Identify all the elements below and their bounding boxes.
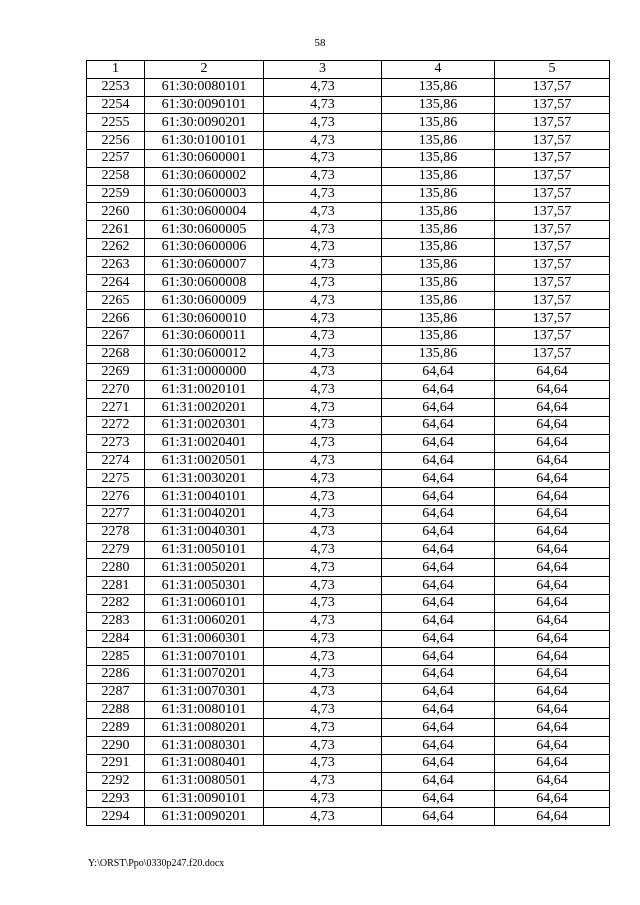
table-cell: 64,64: [495, 488, 610, 506]
table-cell: 61:31:0070301: [145, 683, 264, 701]
table-cell: 2280: [87, 559, 145, 577]
table-cell: 2264: [87, 274, 145, 292]
table-row: [87, 185, 610, 203]
table-cell: 137,57: [495, 185, 610, 203]
table-cell: 2268: [87, 345, 145, 363]
table-cell: 61:31:0020201: [145, 399, 264, 417]
table-cell: 64,64: [495, 737, 610, 755]
table-cell: 135,86: [382, 238, 495, 256]
table-cell: 61:31:0080201: [145, 719, 264, 737]
table-row: [87, 238, 610, 256]
table-cell: 4,73: [264, 203, 382, 221]
table-cell: 2257: [87, 149, 145, 167]
table-cell: 4,73: [264, 772, 382, 790]
table-cell: 135,86: [382, 149, 495, 167]
table-row: [87, 541, 610, 559]
table-cell: 61:31:0090201: [145, 808, 264, 826]
table-cell: 2276: [87, 488, 145, 506]
table-cell: 137,57: [495, 96, 610, 114]
table-cell: 2277: [87, 505, 145, 523]
table-row: [87, 114, 610, 132]
table-cell: 4,73: [264, 185, 382, 203]
table-cell: 61:31:0070101: [145, 648, 264, 666]
table-cell: 64,64: [495, 541, 610, 559]
table-cell: 137,57: [495, 327, 610, 345]
table-cell: 64,64: [495, 772, 610, 790]
table-row: [87, 559, 610, 577]
table-cell: 64,64: [495, 701, 610, 719]
table-cell: 135,86: [382, 310, 495, 328]
table-cell: 64,64: [382, 683, 495, 701]
column-header: 1: [87, 61, 145, 79]
table-cell: 4,73: [264, 381, 382, 399]
table-cell: 2271: [87, 399, 145, 417]
table-cell: 2267: [87, 327, 145, 345]
table-cell: 2262: [87, 238, 145, 256]
table-row: [87, 577, 610, 595]
table-cell: 2291: [87, 755, 145, 773]
table-cell: 2259: [87, 185, 145, 203]
table-cell: 64,64: [382, 559, 495, 577]
table-cell: 2278: [87, 523, 145, 541]
table-row: [87, 594, 610, 612]
table-cell: 64,64: [495, 523, 610, 541]
table-cell: 4,73: [264, 523, 382, 541]
table-cell: 64,64: [382, 630, 495, 648]
table-row: [87, 772, 610, 790]
table-cell: 61:30:0600012: [145, 345, 264, 363]
table-cell: 64,64: [382, 612, 495, 630]
table-cell: 135,86: [382, 132, 495, 150]
table-cell: 64,64: [382, 416, 495, 434]
table-cell: 61:31:0090101: [145, 790, 264, 808]
table-cell: 64,64: [495, 790, 610, 808]
table-cell: 135,86: [382, 345, 495, 363]
table-cell: 61:30:0600009: [145, 292, 264, 310]
table-cell: 2270: [87, 381, 145, 399]
table-cell: 137,57: [495, 345, 610, 363]
table-cell: 4,73: [264, 612, 382, 630]
table-row: [87, 381, 610, 399]
data-table: [86, 60, 610, 826]
table-cell: 61:31:0040301: [145, 523, 264, 541]
table-cell: 64,64: [495, 719, 610, 737]
table-row: [87, 701, 610, 719]
table-cell: 2288: [87, 701, 145, 719]
table-cell: 2255: [87, 114, 145, 132]
table-cell: 135,86: [382, 256, 495, 274]
table-cell: 64,64: [382, 452, 495, 470]
table-cell: 61:31:0050201: [145, 559, 264, 577]
table-cell: 64,64: [495, 363, 610, 381]
table-row: [87, 683, 610, 701]
table-cell: 2292: [87, 772, 145, 790]
table-cell: 135,86: [382, 203, 495, 221]
table-cell: 61:31:0020401: [145, 434, 264, 452]
table-cell: 4,73: [264, 666, 382, 684]
table-cell: 61:31:0020301: [145, 416, 264, 434]
table-cell: 64,64: [495, 808, 610, 826]
table-row: [87, 416, 610, 434]
table-cell: 64,64: [495, 755, 610, 773]
column-header: 3: [264, 61, 382, 79]
table-cell: 4,73: [264, 96, 382, 114]
table-cell: 137,57: [495, 167, 610, 185]
table-cell: 137,57: [495, 274, 610, 292]
table-cell: 64,64: [382, 594, 495, 612]
table-cell: 4,73: [264, 755, 382, 773]
table-row: [87, 630, 610, 648]
table-cell: 4,73: [264, 416, 382, 434]
table-cell: 61:31:0080101: [145, 701, 264, 719]
table-cell: 2263: [87, 256, 145, 274]
table-cell: 2282: [87, 594, 145, 612]
table-cell: 137,57: [495, 203, 610, 221]
table-cell: 135,86: [382, 274, 495, 292]
table-cell: 135,86: [382, 292, 495, 310]
table-cell: 4,73: [264, 221, 382, 239]
table-row: [87, 612, 610, 630]
table-cell: 2284: [87, 630, 145, 648]
table-cell: 4,73: [264, 541, 382, 559]
table-cell: 2274: [87, 452, 145, 470]
table-cell: 64,64: [382, 381, 495, 399]
table-row: [87, 755, 610, 773]
table-cell: 4,73: [264, 577, 382, 595]
table-cell: 135,86: [382, 221, 495, 239]
table-cell: 4,73: [264, 310, 382, 328]
table-cell: 4,73: [264, 488, 382, 506]
table-cell: 137,57: [495, 238, 610, 256]
table-cell: 64,64: [382, 790, 495, 808]
table-cell: 64,64: [382, 399, 495, 417]
table-header-row: [87, 61, 610, 79]
table-cell: 137,57: [495, 292, 610, 310]
table-cell: 2285: [87, 648, 145, 666]
table-cell: 4,73: [264, 345, 382, 363]
table-cell: 61:31:0050101: [145, 541, 264, 559]
table-cell: 2258: [87, 167, 145, 185]
table-cell: 135,86: [382, 78, 495, 96]
table-cell: 137,57: [495, 256, 610, 274]
table-cell: 4,73: [264, 274, 382, 292]
table-cell: 64,64: [495, 594, 610, 612]
table-cell: 64,64: [495, 470, 610, 488]
table-row: [87, 363, 610, 381]
table-cell: 61:31:0060101: [145, 594, 264, 612]
table-cell: 61:31:0080501: [145, 772, 264, 790]
table-cell: 137,57: [495, 132, 610, 150]
table-cell: 64,64: [382, 772, 495, 790]
table-cell: 64,64: [495, 630, 610, 648]
footer-file-path: Y:\ORST\Ppo\0330p247.f20.docx: [88, 858, 225, 869]
table-cell: 4,73: [264, 630, 382, 648]
table-row: [87, 345, 610, 363]
table-cell: 64,64: [382, 523, 495, 541]
table-cell: 4,73: [264, 399, 382, 417]
table-cell: 135,86: [382, 327, 495, 345]
table-cell: 61:30:0100101: [145, 132, 264, 150]
table-cell: 64,64: [495, 381, 610, 399]
table-cell: 64,64: [495, 648, 610, 666]
table-cell: 61:30:0600010: [145, 310, 264, 328]
table-cell: 4,73: [264, 737, 382, 755]
table-row: [87, 274, 610, 292]
table-row: [87, 434, 610, 452]
table-row: [87, 310, 610, 328]
table-cell: 61:30:0600003: [145, 185, 264, 203]
table-cell: 64,64: [382, 808, 495, 826]
table-cell: 2265: [87, 292, 145, 310]
table-row: [87, 452, 610, 470]
table-cell: 2287: [87, 683, 145, 701]
table-cell: 2260: [87, 203, 145, 221]
table-row: [87, 488, 610, 506]
table-cell: 64,64: [495, 577, 610, 595]
table-row: [87, 327, 610, 345]
table-cell: 61:31:0050301: [145, 577, 264, 595]
table-row: [87, 719, 610, 737]
table-cell: 61:31:0070201: [145, 666, 264, 684]
table-cell: 61:31:0080401: [145, 755, 264, 773]
table-row: [87, 666, 610, 684]
table-cell: 2256: [87, 132, 145, 150]
table-cell: 64,64: [382, 363, 495, 381]
table-cell: 4,73: [264, 594, 382, 612]
table-cell: 64,64: [495, 683, 610, 701]
table-cell: 4,73: [264, 559, 382, 577]
table-cell: 4,73: [264, 434, 382, 452]
table-cell: 64,64: [382, 719, 495, 737]
table-cell: 61:30:0600011: [145, 327, 264, 345]
table-cell: 64,64: [495, 434, 610, 452]
table-cell: 4,73: [264, 292, 382, 310]
table-cell: 61:31:0040101: [145, 488, 264, 506]
table-row: [87, 470, 610, 488]
table-cell: 4,73: [264, 505, 382, 523]
table-cell: 61:30:0090101: [145, 96, 264, 114]
table-cell: 135,86: [382, 185, 495, 203]
table-cell: 2294: [87, 808, 145, 826]
table-cell: 64,64: [382, 701, 495, 719]
table-cell: 4,73: [264, 238, 382, 256]
table-row: [87, 648, 610, 666]
table-cell: 4,73: [264, 132, 382, 150]
table-cell: 64,64: [495, 452, 610, 470]
table-body: [87, 78, 610, 825]
table-row: [87, 399, 610, 417]
table-cell: 64,64: [382, 434, 495, 452]
table-cell: 61:30:0600006: [145, 238, 264, 256]
page-number: 58: [314, 37, 326, 49]
table-cell: 2289: [87, 719, 145, 737]
column-header: 4: [382, 61, 495, 79]
table-cell: 2269: [87, 363, 145, 381]
table-row: [87, 790, 610, 808]
table-cell: 137,57: [495, 114, 610, 132]
table-row: [87, 221, 610, 239]
table-cell: 61:30:0600005: [145, 221, 264, 239]
table-cell: 64,64: [382, 488, 495, 506]
table-row: [87, 132, 610, 150]
table-cell: 4,73: [264, 808, 382, 826]
table-cell: 137,57: [495, 78, 610, 96]
table-cell: 61:31:0000000: [145, 363, 264, 381]
table-cell: 2283: [87, 612, 145, 630]
table-row: [87, 96, 610, 114]
table-cell: 4,73: [264, 470, 382, 488]
table-cell: 61:31:0060201: [145, 612, 264, 630]
table-cell: 61:31:0020101: [145, 381, 264, 399]
table-cell: 64,64: [382, 737, 495, 755]
table-cell: 4,73: [264, 114, 382, 132]
table-cell: 137,57: [495, 149, 610, 167]
table-cell: 61:30:0080101: [145, 78, 264, 96]
table-row: [87, 808, 610, 826]
table-row: [87, 505, 610, 523]
table-row: [87, 203, 610, 221]
table-row: [87, 737, 610, 755]
table-cell: 64,64: [495, 559, 610, 577]
table-cell: 135,86: [382, 167, 495, 185]
table-cell: 61:30:0600004: [145, 203, 264, 221]
table-row: [87, 78, 610, 96]
table-cell: 4,73: [264, 719, 382, 737]
table-cell: 64,64: [495, 416, 610, 434]
table-cell: 64,64: [382, 577, 495, 595]
table-row: [87, 149, 610, 167]
table-row: [87, 167, 610, 185]
table-cell: 135,86: [382, 96, 495, 114]
table-cell: 61:30:0600001: [145, 149, 264, 167]
table-cell: 61:31:0060301: [145, 630, 264, 648]
table-cell: 4,73: [264, 701, 382, 719]
table-cell: 4,73: [264, 256, 382, 274]
table-cell: 64,64: [382, 648, 495, 666]
table-cell: 2272: [87, 416, 145, 434]
table-cell: 4,73: [264, 790, 382, 808]
table-cell: 64,64: [382, 541, 495, 559]
table-cell: 2286: [87, 666, 145, 684]
table-cell: 4,73: [264, 452, 382, 470]
table-cell: 2275: [87, 470, 145, 488]
table-cell: 61:30:0600002: [145, 167, 264, 185]
column-header: 2: [145, 61, 264, 79]
table-cell: 61:30:0090201: [145, 114, 264, 132]
table-cell: 61:31:0020501: [145, 452, 264, 470]
table-cell: 64,64: [382, 470, 495, 488]
table-cell: 2290: [87, 737, 145, 755]
table-cell: 135,86: [382, 114, 495, 132]
table-cell: 4,73: [264, 167, 382, 185]
table-cell: 2281: [87, 577, 145, 595]
table-cell: 64,64: [495, 399, 610, 417]
table-cell: 61:31:0030201: [145, 470, 264, 488]
table-cell: 64,64: [382, 666, 495, 684]
table-cell: 4,73: [264, 648, 382, 666]
table-cell: 2261: [87, 221, 145, 239]
table-cell: 61:31:0080301: [145, 737, 264, 755]
table-cell: 61:30:0600008: [145, 274, 264, 292]
table-cell: 4,73: [264, 78, 382, 96]
table-cell: 137,57: [495, 221, 610, 239]
table-cell: 2253: [87, 78, 145, 96]
table-cell: 4,73: [264, 327, 382, 345]
table-cell: 2266: [87, 310, 145, 328]
column-header: 5: [495, 61, 610, 79]
table-row: [87, 256, 610, 274]
table-cell: 61:30:0600007: [145, 256, 264, 274]
table-cell: 4,73: [264, 683, 382, 701]
table-cell: 64,64: [382, 505, 495, 523]
table-cell: 2273: [87, 434, 145, 452]
table-row: [87, 523, 610, 541]
table-cell: 61:31:0040201: [145, 505, 264, 523]
table-cell: 64,64: [382, 755, 495, 773]
table-cell: 64,64: [495, 666, 610, 684]
table-cell: 2254: [87, 96, 145, 114]
table-cell: 64,64: [495, 612, 610, 630]
table-row: [87, 292, 610, 310]
table-cell: 137,57: [495, 310, 610, 328]
table-cell: 4,73: [264, 363, 382, 381]
table-cell: 2279: [87, 541, 145, 559]
table-cell: 64,64: [495, 505, 610, 523]
table-cell: 2293: [87, 790, 145, 808]
table-cell: 4,73: [264, 149, 382, 167]
